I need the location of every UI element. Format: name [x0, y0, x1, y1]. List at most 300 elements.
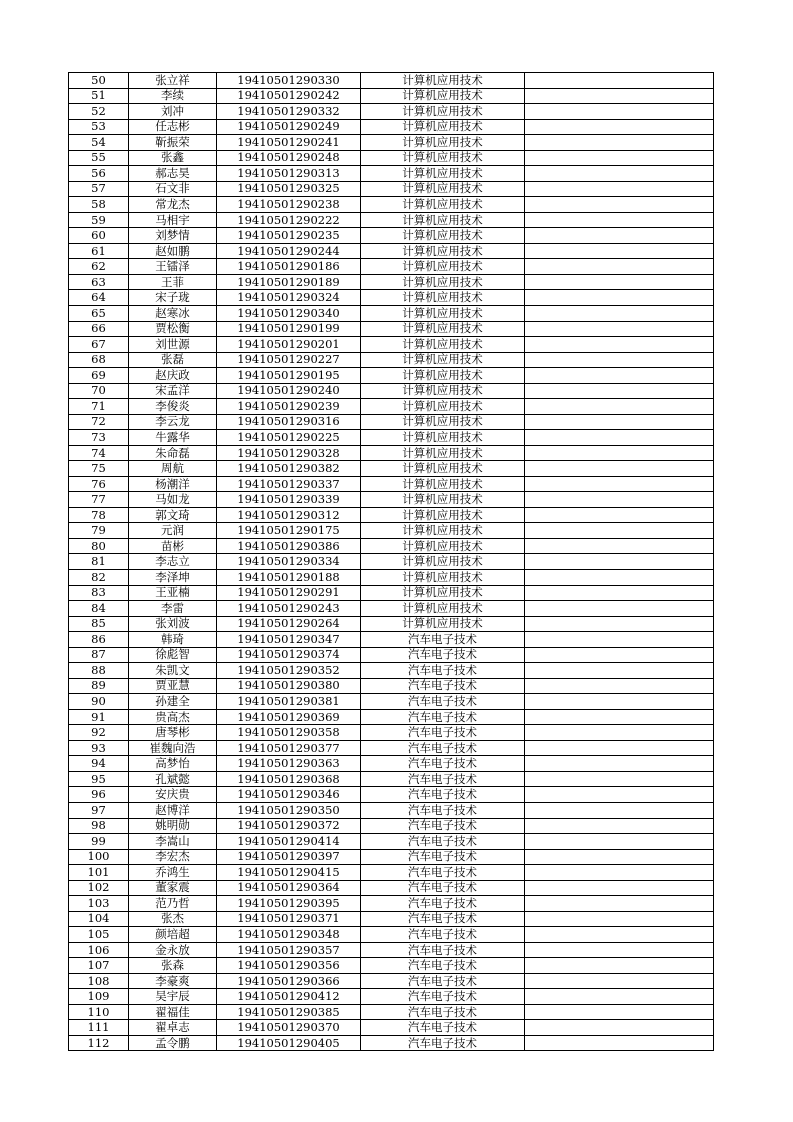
- table-row: [69, 352, 714, 368]
- student-id-cell: 19410501290381: [217, 694, 361, 710]
- major-cell: 计算机应用技术: [361, 368, 525, 384]
- table-row: [69, 507, 714, 523]
- table-row: [69, 274, 714, 290]
- table-row: [69, 818, 714, 834]
- major-cell: 计算机应用技术: [361, 601, 525, 617]
- major-cell: 计算机应用技术: [361, 274, 525, 290]
- student-name-cell: 牛露华: [129, 430, 217, 446]
- table-row: [69, 135, 714, 151]
- blank-cell: [525, 678, 714, 694]
- major-cell: 计算机应用技术: [361, 119, 525, 135]
- blank-cell: [525, 337, 714, 353]
- row-number-cell: 62: [69, 259, 129, 275]
- major-cell: 计算机应用技术: [361, 616, 525, 632]
- row-number-cell: 109: [69, 989, 129, 1005]
- row-number-cell: 95: [69, 771, 129, 787]
- student-name-cell: 马相宇: [129, 212, 217, 228]
- major-cell: 计算机应用技术: [361, 554, 525, 570]
- student-id-cell: 19410501290386: [217, 538, 361, 554]
- student-name-cell: 赵如鹏: [129, 243, 217, 259]
- row-number-cell: 94: [69, 756, 129, 772]
- student-name-cell: 孟令鹏: [129, 1035, 217, 1051]
- blank-cell: [525, 445, 714, 461]
- major-cell: 计算机应用技术: [361, 461, 525, 477]
- blank-cell: [525, 212, 714, 228]
- major-cell: 汽车电子技术: [361, 740, 525, 756]
- blank-cell: [525, 399, 714, 415]
- major-cell: 汽车电子技术: [361, 1004, 525, 1020]
- row-number-cell: 69: [69, 368, 129, 384]
- row-number-cell: 70: [69, 383, 129, 399]
- student-name-cell: 孙建全: [129, 694, 217, 710]
- table-row: [69, 445, 714, 461]
- student-name-cell: 李豪爽: [129, 973, 217, 989]
- row-number-cell: 90: [69, 694, 129, 710]
- student-id-cell: 19410501290330: [217, 73, 361, 89]
- blank-cell: [525, 570, 714, 586]
- row-number-cell: 57: [69, 181, 129, 197]
- blank-cell: [525, 119, 714, 135]
- student-name-cell: 王菲: [129, 274, 217, 290]
- student-name-cell: 宋子珑: [129, 290, 217, 306]
- student-name-cell: 苗彬: [129, 538, 217, 554]
- blank-cell: [525, 104, 714, 120]
- table-row: [69, 337, 714, 353]
- table-row: [69, 181, 714, 197]
- student-name-cell: 韩琦: [129, 632, 217, 648]
- student-roster-table: [68, 72, 714, 1051]
- table-row: [69, 740, 714, 756]
- student-id-cell: 19410501290385: [217, 1004, 361, 1020]
- row-number-cell: 71: [69, 399, 129, 415]
- student-name-cell: 刘冲: [129, 104, 217, 120]
- student-name-cell: 石文非: [129, 181, 217, 197]
- student-id-cell: 19410501290370: [217, 1020, 361, 1036]
- student-id-cell: 19410501290325: [217, 181, 361, 197]
- student-id-cell: 19410501290264: [217, 616, 361, 632]
- blank-cell: [525, 647, 714, 663]
- blank-cell: [525, 585, 714, 601]
- student-id-cell: 19410501290239: [217, 399, 361, 415]
- major-cell: 汽车电子技术: [361, 818, 525, 834]
- blank-cell: [525, 1004, 714, 1020]
- blank-cell: [525, 135, 714, 151]
- major-cell: 汽车电子技术: [361, 694, 525, 710]
- table-row: [69, 896, 714, 912]
- major-cell: 汽车电子技术: [361, 647, 525, 663]
- major-cell: 汽车电子技术: [361, 771, 525, 787]
- student-name-cell: 吴宇辰: [129, 989, 217, 1005]
- row-number-cell: 98: [69, 818, 129, 834]
- student-name-cell: 徐彪智: [129, 647, 217, 663]
- student-id-cell: 19410501290372: [217, 818, 361, 834]
- blank-cell: [525, 896, 714, 912]
- blank-cell: [525, 523, 714, 539]
- blank-cell: [525, 507, 714, 523]
- row-number-cell: 60: [69, 228, 129, 244]
- major-cell: 计算机应用技术: [361, 399, 525, 415]
- major-cell: 计算机应用技术: [361, 181, 525, 197]
- student-id-cell: 19410501290374: [217, 647, 361, 663]
- blank-cell: [525, 880, 714, 896]
- student-name-cell: 宋孟洋: [129, 383, 217, 399]
- table-row: [69, 166, 714, 182]
- blank-cell: [525, 430, 714, 446]
- row-number-cell: 104: [69, 911, 129, 927]
- major-cell: 计算机应用技术: [361, 150, 525, 166]
- student-id-cell: 19410501290339: [217, 492, 361, 508]
- row-number-cell: 97: [69, 802, 129, 818]
- row-number-cell: 80: [69, 538, 129, 554]
- major-cell: 计算机应用技术: [361, 290, 525, 306]
- blank-cell: [525, 368, 714, 384]
- table-row: [69, 973, 714, 989]
- major-cell: 计算机应用技术: [361, 383, 525, 399]
- table-row: [69, 709, 714, 725]
- student-name-cell: 元润: [129, 523, 217, 539]
- student-name-cell: 李云龙: [129, 414, 217, 430]
- student-name-cell: 赵寒冰: [129, 305, 217, 321]
- major-cell: 汽车电子技术: [361, 849, 525, 865]
- table-row: [69, 104, 714, 120]
- row-number-cell: 63: [69, 274, 129, 290]
- row-number-cell: 112: [69, 1035, 129, 1051]
- student-id-cell: 19410501290240: [217, 383, 361, 399]
- student-name-cell: 靳振荣: [129, 135, 217, 151]
- student-id-cell: 19410501290238: [217, 197, 361, 213]
- student-name-cell: 朱凯文: [129, 663, 217, 679]
- student-name-cell: 安庆贵: [129, 787, 217, 803]
- student-id-cell: 19410501290244: [217, 243, 361, 259]
- major-cell: 计算机应用技术: [361, 430, 525, 446]
- student-id-cell: 19410501290225: [217, 430, 361, 446]
- blank-cell: [525, 538, 714, 554]
- row-number-cell: 55: [69, 150, 129, 166]
- student-id-cell: 19410501290350: [217, 802, 361, 818]
- student-name-cell: 乔鸿生: [129, 865, 217, 881]
- student-name-cell: 孔斌懿: [129, 771, 217, 787]
- major-cell: 计算机应用技术: [361, 476, 525, 492]
- student-name-cell: 刘梦情: [129, 228, 217, 244]
- student-name-cell: 李宏杰: [129, 849, 217, 865]
- major-cell: 汽车电子技术: [361, 787, 525, 803]
- student-id-cell: 19410501290235: [217, 228, 361, 244]
- student-name-cell: 翟卓志: [129, 1020, 217, 1036]
- row-number-cell: 77: [69, 492, 129, 508]
- table-row: [69, 694, 714, 710]
- table-row: [69, 368, 714, 384]
- student-id-cell: 19410501290243: [217, 601, 361, 617]
- major-cell: 汽车电子技术: [361, 834, 525, 850]
- student-id-cell: 19410501290414: [217, 834, 361, 850]
- student-name-cell: 高梦怡: [129, 756, 217, 772]
- major-cell: 汽车电子技术: [361, 709, 525, 725]
- major-cell: 计算机应用技术: [361, 492, 525, 508]
- major-cell: 汽车电子技术: [361, 973, 525, 989]
- table-row: [69, 787, 714, 803]
- table-row: [69, 554, 714, 570]
- student-id-cell: 19410501290412: [217, 989, 361, 1005]
- blank-cell: [525, 243, 714, 259]
- blank-cell: [525, 849, 714, 865]
- table-row: [69, 492, 714, 508]
- row-number-cell: 78: [69, 507, 129, 523]
- table-row: [69, 958, 714, 974]
- row-number-cell: 75: [69, 461, 129, 477]
- table-row: [69, 73, 714, 89]
- blank-cell: [525, 166, 714, 182]
- table-row: [69, 880, 714, 896]
- major-cell: 汽车电子技术: [361, 802, 525, 818]
- major-cell: 计算机应用技术: [361, 570, 525, 586]
- table-row: [69, 150, 714, 166]
- blank-cell: [525, 771, 714, 787]
- major-cell: 计算机应用技术: [361, 228, 525, 244]
- blank-cell: [525, 709, 714, 725]
- row-number-cell: 59: [69, 212, 129, 228]
- row-number-cell: 53: [69, 119, 129, 135]
- row-number-cell: 100: [69, 849, 129, 865]
- student-id-cell: 19410501290340: [217, 305, 361, 321]
- roster-body: [69, 73, 714, 1051]
- table-row: [69, 476, 714, 492]
- student-name-cell: 马如龙: [129, 492, 217, 508]
- table-row: [69, 119, 714, 135]
- table-row: [69, 461, 714, 477]
- student-name-cell: 王镭泽: [129, 259, 217, 275]
- student-id-cell: 19410501290291: [217, 585, 361, 601]
- student-name-cell: 郝志昊: [129, 166, 217, 182]
- blank-cell: [525, 1035, 714, 1051]
- student-id-cell: 19410501290346: [217, 787, 361, 803]
- table-row: [69, 756, 714, 772]
- row-number-cell: 76: [69, 476, 129, 492]
- student-id-cell: 19410501290312: [217, 507, 361, 523]
- table-row: [69, 865, 714, 881]
- major-cell: 计算机应用技术: [361, 197, 525, 213]
- blank-cell: [525, 958, 714, 974]
- student-id-cell: 19410501290186: [217, 259, 361, 275]
- row-number-cell: 86: [69, 632, 129, 648]
- table-row: [69, 911, 714, 927]
- student-id-cell: 19410501290348: [217, 927, 361, 943]
- major-cell: 计算机应用技术: [361, 538, 525, 554]
- major-cell: 计算机应用技术: [361, 445, 525, 461]
- row-number-cell: 106: [69, 942, 129, 958]
- table-row: [69, 585, 714, 601]
- blank-cell: [525, 818, 714, 834]
- blank-cell: [525, 756, 714, 772]
- student-id-cell: 19410501290415: [217, 865, 361, 881]
- row-number-cell: 81: [69, 554, 129, 570]
- row-number-cell: 105: [69, 927, 129, 943]
- row-number-cell: 83: [69, 585, 129, 601]
- blank-cell: [525, 274, 714, 290]
- student-id-cell: 19410501290363: [217, 756, 361, 772]
- table-row: [69, 197, 714, 213]
- major-cell: 汽车电子技术: [361, 989, 525, 1005]
- row-number-cell: 72: [69, 414, 129, 430]
- blank-cell: [525, 414, 714, 430]
- student-name-cell: 李雷: [129, 601, 217, 617]
- major-cell: 计算机应用技术: [361, 321, 525, 337]
- row-number-cell: 61: [69, 243, 129, 259]
- blank-cell: [525, 461, 714, 477]
- student-id-cell: 19410501290377: [217, 740, 361, 756]
- student-id-cell: 19410501290352: [217, 663, 361, 679]
- table-row: [69, 601, 714, 617]
- major-cell: 汽车电子技术: [361, 942, 525, 958]
- table-row: [69, 414, 714, 430]
- major-cell: 计算机应用技术: [361, 507, 525, 523]
- major-cell: 汽车电子技术: [361, 632, 525, 648]
- student-name-cell: 翟福佳: [129, 1004, 217, 1020]
- table-row: [69, 632, 714, 648]
- major-cell: 计算机应用技术: [361, 305, 525, 321]
- student-name-cell: 金永放: [129, 942, 217, 958]
- student-id-cell: 19410501290357: [217, 942, 361, 958]
- row-number-cell: 84: [69, 601, 129, 617]
- row-number-cell: 102: [69, 880, 129, 896]
- student-id-cell: 19410501290382: [217, 461, 361, 477]
- student-id-cell: 19410501290175: [217, 523, 361, 539]
- blank-cell: [525, 865, 714, 881]
- blank-cell: [525, 554, 714, 570]
- major-cell: 计算机应用技术: [361, 166, 525, 182]
- blank-cell: [525, 352, 714, 368]
- table-row: [69, 1035, 714, 1051]
- student-name-cell: 张磊: [129, 352, 217, 368]
- blank-cell: [525, 259, 714, 275]
- row-number-cell: 88: [69, 663, 129, 679]
- major-cell: 汽车电子技术: [361, 678, 525, 694]
- row-number-cell: 74: [69, 445, 129, 461]
- major-cell: 计算机应用技术: [361, 243, 525, 259]
- blank-cell: [525, 927, 714, 943]
- student-id-cell: 19410501290369: [217, 709, 361, 725]
- student-name-cell: 张立祥: [129, 73, 217, 89]
- major-cell: 汽车电子技术: [361, 1020, 525, 1036]
- blank-cell: [525, 694, 714, 710]
- student-name-cell: 王亚楠: [129, 585, 217, 601]
- blank-cell: [525, 383, 714, 399]
- blank-cell: [525, 88, 714, 104]
- table-row: [69, 678, 714, 694]
- row-number-cell: 64: [69, 290, 129, 306]
- major-cell: 汽车电子技术: [361, 896, 525, 912]
- major-cell: 汽车电子技术: [361, 725, 525, 741]
- student-id-cell: 19410501290358: [217, 725, 361, 741]
- blank-cell: [525, 1020, 714, 1036]
- student-name-cell: 李嵩山: [129, 834, 217, 850]
- major-cell: 汽车电子技术: [361, 1035, 525, 1051]
- student-name-cell: 赵庆政: [129, 368, 217, 384]
- blank-cell: [525, 911, 714, 927]
- student-id-cell: 19410501290334: [217, 554, 361, 570]
- blank-cell: [525, 321, 714, 337]
- row-number-cell: 96: [69, 787, 129, 803]
- table-row: [69, 1004, 714, 1020]
- major-cell: 计算机应用技术: [361, 259, 525, 275]
- table-row: [69, 430, 714, 446]
- table-row: [69, 538, 714, 554]
- student-name-cell: 唐琴彬: [129, 725, 217, 741]
- student-name-cell: 李俊炎: [129, 399, 217, 415]
- blank-cell: [525, 787, 714, 803]
- student-name-cell: 董家震: [129, 880, 217, 896]
- table-row: [69, 383, 714, 399]
- student-id-cell: 19410501290199: [217, 321, 361, 337]
- row-number-cell: 67: [69, 337, 129, 353]
- student-id-cell: 19410501290364: [217, 880, 361, 896]
- student-id-cell: 19410501290356: [217, 958, 361, 974]
- table-row: [69, 942, 714, 958]
- row-number-cell: 89: [69, 678, 129, 694]
- student-id-cell: 19410501290316: [217, 414, 361, 430]
- student-name-cell: 周航: [129, 461, 217, 477]
- row-number-cell: 56: [69, 166, 129, 182]
- row-number-cell: 54: [69, 135, 129, 151]
- student-name-cell: 范乃哲: [129, 896, 217, 912]
- table-row: [69, 523, 714, 539]
- table-row: [69, 399, 714, 415]
- blank-cell: [525, 725, 714, 741]
- major-cell: 汽车电子技术: [361, 756, 525, 772]
- major-cell: 计算机应用技术: [361, 523, 525, 539]
- table-row: [69, 663, 714, 679]
- student-name-cell: 贾亚慧: [129, 678, 217, 694]
- row-number-cell: 108: [69, 973, 129, 989]
- table-row: [69, 849, 714, 865]
- blank-cell: [525, 305, 714, 321]
- student-id-cell: 19410501290347: [217, 632, 361, 648]
- row-number-cell: 107: [69, 958, 129, 974]
- row-number-cell: 101: [69, 865, 129, 881]
- row-number-cell: 110: [69, 1004, 129, 1020]
- major-cell: 计算机应用技术: [361, 585, 525, 601]
- row-number-cell: 87: [69, 647, 129, 663]
- blank-cell: [525, 663, 714, 679]
- student-name-cell: 姚明勋: [129, 818, 217, 834]
- table-row: [69, 243, 714, 259]
- major-cell: 计算机应用技术: [361, 212, 525, 228]
- row-number-cell: 111: [69, 1020, 129, 1036]
- major-cell: 汽车电子技术: [361, 663, 525, 679]
- major-cell: 计算机应用技术: [361, 88, 525, 104]
- table-row: [69, 725, 714, 741]
- major-cell: 计算机应用技术: [361, 352, 525, 368]
- blank-cell: [525, 476, 714, 492]
- student-id-cell: 19410501290397: [217, 849, 361, 865]
- major-cell: 汽车电子技术: [361, 880, 525, 896]
- blank-cell: [525, 942, 714, 958]
- blank-cell: [525, 290, 714, 306]
- row-number-cell: 85: [69, 616, 129, 632]
- major-cell: 计算机应用技术: [361, 73, 525, 89]
- table-row: [69, 259, 714, 275]
- student-id-cell: 19410501290189: [217, 274, 361, 290]
- student-id-cell: 19410501290324: [217, 290, 361, 306]
- major-cell: 汽车电子技术: [361, 865, 525, 881]
- student-name-cell: 张刘波: [129, 616, 217, 632]
- row-number-cell: 82: [69, 570, 129, 586]
- student-id-cell: 19410501290249: [217, 119, 361, 135]
- student-id-cell: 19410501290313: [217, 166, 361, 182]
- table-row: [69, 927, 714, 943]
- student-name-cell: 常龙杰: [129, 197, 217, 213]
- blank-cell: [525, 989, 714, 1005]
- student-name-cell: 郭文琦: [129, 507, 217, 523]
